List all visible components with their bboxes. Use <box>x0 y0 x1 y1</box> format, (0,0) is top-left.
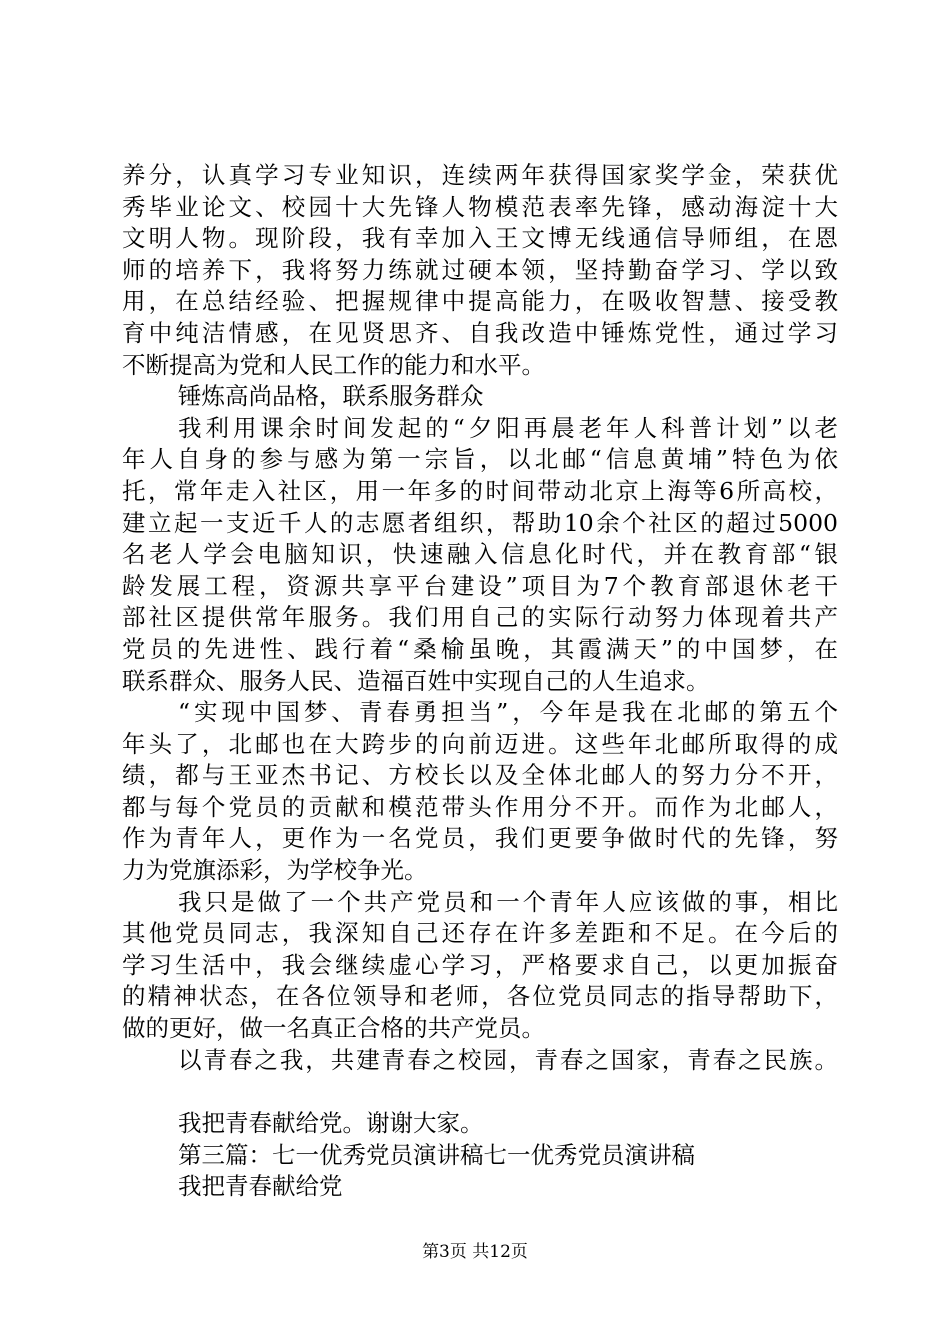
paragraph-line: 联系群众、服务人民、造福百姓中实现自己的人生追求。 <box>122 666 710 695</box>
paragraph-line: 建立起一支近千人的志愿者组织，帮助10余个社区的超过5000 <box>122 508 838 537</box>
paragraph-line: “实现中国梦、青春勇担当”，今年是我在北邮的第五个 <box>178 698 838 727</box>
paragraph-line: 名老人学会电脑知识，快速融入信息化时代，并在教育部“银 <box>122 540 838 569</box>
paragraph-line: 秀毕业论文、校园十大先锋人物模范表率先锋，感动海淀十大 <box>122 192 838 221</box>
section-title: 第三篇：七一优秀党员演讲稿七一优秀党员演讲稿 <box>178 1140 695 1169</box>
paragraph-line: 托，常年走入社区，用一年多的时间带动北京上海等6所高校， <box>122 476 838 505</box>
paragraph-line: 不断提高为党和人民工作的能力和水平。 <box>122 350 545 379</box>
paragraph-line: 部社区提供常年服务。我们用自己的实际行动努力体现着共产 <box>122 603 838 632</box>
paragraph-line: 年人自身的参与感为第一宗旨，以北邮“信息黄埔”特色为依 <box>122 445 838 474</box>
paragraph-line: 以青春之我，共建青春之校园，青春之国家，青春之民族。 <box>178 1045 838 1074</box>
paragraph-line: 作为青年人，更作为一名党员，我们更要争做时代的先锋，努 <box>122 824 838 853</box>
blank-line <box>122 1076 838 1108</box>
paragraph-line: 育中纯洁情感，在见贤思齐、自我改造中锤炼党性，通过学习 <box>122 318 838 347</box>
page-number: 第3页 共12页 <box>422 1242 528 1262</box>
paragraph-line: 学习生活中，我会继续虚心学习，严格要求自己，以更加振奋 <box>122 950 838 979</box>
paragraph-line: 做的更好，做一名真正合格的共产党员。 <box>122 1014 545 1043</box>
document-body <box>122 160 838 1203</box>
paragraph-line: 龄发展工程，资源共享平台建设”项目为7个教育部退休老干 <box>122 571 838 600</box>
paragraph-line: 文明人物。现阶段，我有幸加入王文博无线通信导师组，在恩 <box>122 224 838 253</box>
paragraph-line: 我利用课余时间发起的“夕阳再晨老年人科普计划”以老 <box>178 413 838 442</box>
paragraph-line: 都与每个党员的贡献和模范带头作用分不开。而作为北邮人， <box>122 792 838 821</box>
paragraph-line: 年头了，北邮也在大跨步的向前迈进。这些年北邮所取得的成 <box>122 729 838 758</box>
paragraph-line: 用，在总结经验、把握规律中提高能力，在吸收智慧、接受教 <box>122 287 838 316</box>
paragraph-line: 党员的先进性、践行着“桑榆虽晚，其霞满天”的中国梦，在 <box>122 634 838 663</box>
section-subtitle: 我把青春献给党 <box>178 1172 343 1201</box>
paragraph-line: 的精神状态，在各位领导和老师，各位党员同志的指导帮助下， <box>122 982 838 1011</box>
paragraph-line: 我只是做了一个共产党员和一个青年人应该做的事，相比 <box>178 887 838 916</box>
paragraph-line: 我把青春献给党。谢谢大家。 <box>178 1109 484 1138</box>
section-heading: 锤炼高尚品格，联系服务群众 <box>178 382 484 411</box>
paragraph-line: 师的培养下，我将努力练就过硬本领，坚持勤奋学习、学以致 <box>122 255 838 284</box>
paragraph-line: 其他党员同志，我深知自己还存在许多差距和不足。在今后的 <box>122 919 838 948</box>
paragraph-line: 力为党旗添彩，为学校争光。 <box>122 856 428 885</box>
paragraph-line: 绩，都与王亚杰书记、方校长以及全体北邮人的努力分不开， <box>122 761 838 790</box>
paragraph-line: 养分，认真学习专业知识，连续两年获得国家奖学金，荣获优 <box>122 161 838 189</box>
